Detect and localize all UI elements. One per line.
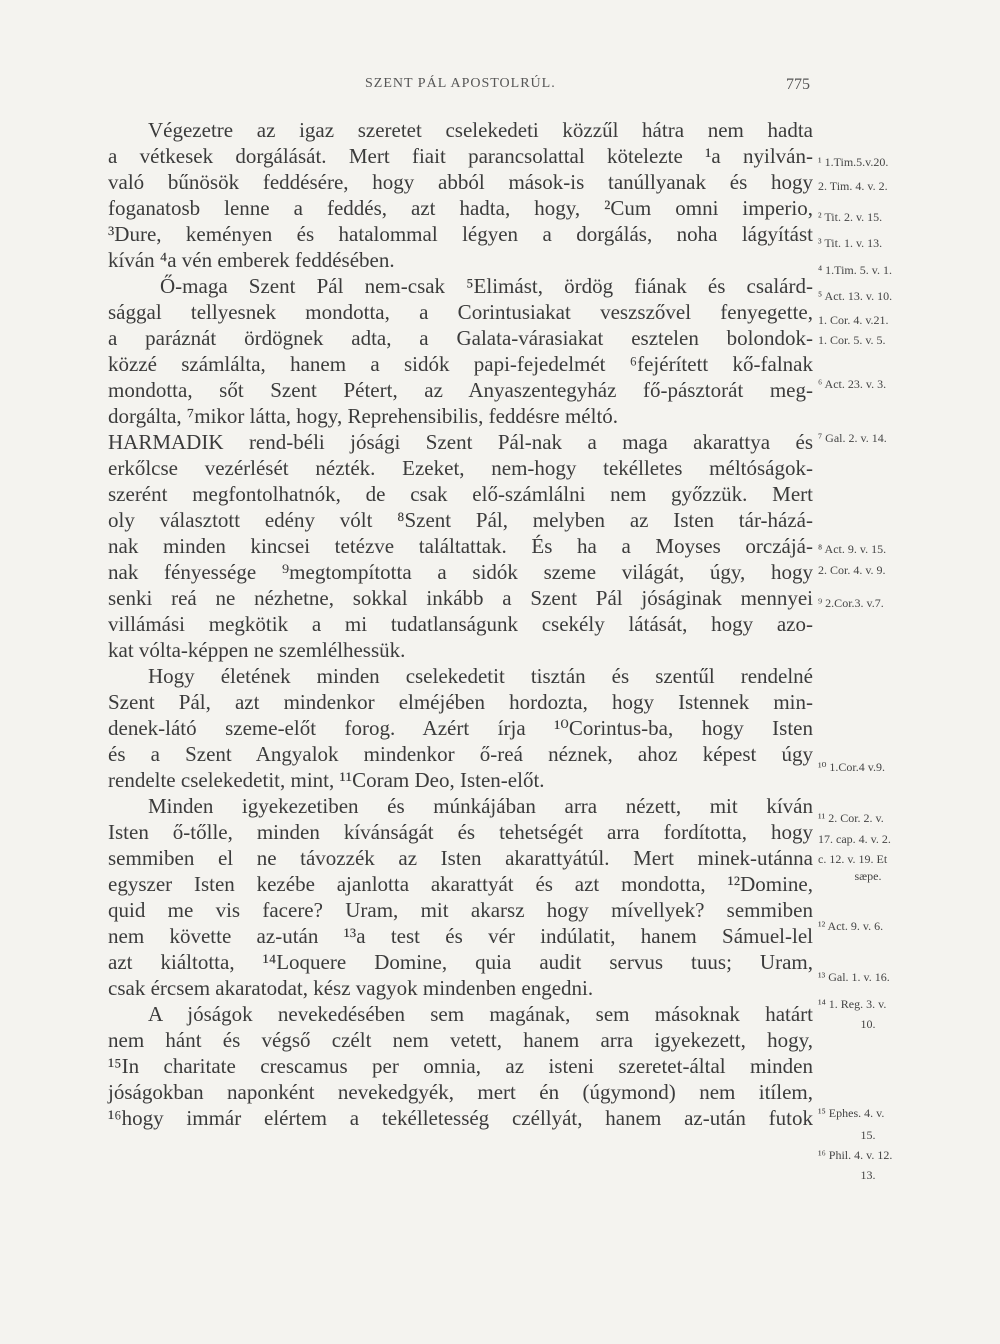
text-line: a vétkesek dorgálását. Mert fiait parancsolattal kötelezte ¹a nyilván- bbox=[108, 144, 813, 168]
margin-note: 17. cap. 4. v. 2. bbox=[818, 832, 891, 846]
text-line: semmiben el ne távozzék az Isten akarattyátúl. Mert minek-utánna bbox=[108, 846, 813, 870]
margin-note: ² Tit. 2. v. 15. bbox=[818, 210, 883, 224]
margin-note: ⁸ Act. 9. v. 15. bbox=[818, 542, 887, 556]
text-line: Hogy életének minden cselekedetit tisztán és szentűl rendelné bbox=[148, 664, 813, 688]
margin-note: 10. bbox=[860, 1017, 876, 1031]
text-line: foganatosb lenne a feddés, azt hadta, hogy, ²Cum omni imperio, bbox=[108, 196, 813, 220]
text-line: nem követte az-után ¹³a test és vér indúlatit, hanem Sámuel-lel bbox=[108, 924, 813, 948]
text-line: nak minden kincsei tetézve találtattak. És ha a Moyses orczájá- bbox=[108, 534, 813, 558]
text-line: oly választott edény vólt ⁸Szent Pál, melyben az Isten tár-házá- bbox=[108, 508, 813, 532]
text-line: való bűnösök feddésére, hogy abból mások-is tanúllyanak és hogy bbox=[108, 170, 813, 194]
text-line: ³Dure, keményen és hatalommal légyen a dorgálás, noha lágyítást bbox=[108, 222, 813, 246]
margin-note: ⁶ Act. 23. v. 3. bbox=[818, 377, 887, 391]
text-line: quid me vis facere? Uram, mit akarsz hogy mívellyek? semmiben bbox=[108, 898, 813, 922]
text-line: Végezetre az igaz szeretet cselekedeti közzűl hátra nem hadta bbox=[148, 118, 813, 142]
text-line: a paráznát ördögnek adta, a Galata-várasiakat esztelen bolondok- bbox=[108, 326, 813, 350]
text-line: és a Szent Angyalok mindenkor ő-reá néznek, ahoz képest úgy bbox=[108, 742, 813, 766]
text-line: egyszer Isten kezébe ajanlotta akarattyát és azt mondotta, ¹²Domine, bbox=[108, 872, 813, 896]
margin-note: 13. bbox=[860, 1168, 876, 1182]
text-line: rendelte cselekedetit, mint, ¹¹Coram Deo, Isten-előt. bbox=[108, 768, 545, 792]
margin-note: 1. Cor. 4. v.21. bbox=[818, 313, 889, 327]
text-line: denek-látó szeme-előt forog. Azért írja ¹⁰Corintus-ba, hogy Isten bbox=[108, 716, 813, 740]
text-line: Minden igyekezetiben és múnkájában arra nézett, mit kíván bbox=[148, 794, 813, 818]
margin-note: c. 12. v. 19. Et bbox=[818, 852, 888, 866]
text-line: villámási megkötik a mi tudatlanságunk csekély látását, hogy azo- bbox=[108, 612, 813, 636]
text-line: HARMADIK rend-béli jósági Szent Pál-nak a maga akarattya és bbox=[108, 430, 813, 454]
text-line: ¹⁶hogy immár elértem a tekélletesség czéllyát, hanem az-után futok bbox=[108, 1106, 813, 1130]
margin-note: ¹ 1.Tim.5.v.20. bbox=[818, 155, 889, 169]
text-line: kat vólta-képpen ne szemlélhessük. bbox=[108, 638, 406, 662]
text-line: Isten ő-tőlle, minden kívánságát és tehetségét arra fordította, hogy bbox=[108, 820, 813, 844]
text-line: senki reá ne nézhetne, sokkal inkább a Szent Pál jóságinak mennyei bbox=[108, 586, 813, 610]
margin-note: 2. Tim. 4. v. 2. bbox=[818, 179, 888, 193]
text-line: sággal tellyesnek mondotta, a Corintusiakat veszszővel fenyegette, bbox=[108, 300, 813, 324]
text-line: A jóságok nevekedésében sem magának, sem másoknak határt bbox=[148, 1002, 813, 1026]
margin-note: 1. Cor. 5. v. 5. bbox=[818, 333, 886, 347]
text-line: kíván ⁴a vén emberek feddésében. bbox=[108, 248, 395, 272]
margin-note: ⁹ 2.Cor.3. v.7. bbox=[818, 596, 884, 610]
margin-note: ¹¹ 2. Cor. 2. v. bbox=[818, 811, 884, 825]
text-line: Ő-maga Szent Pál nem-csak ⁵Elimást, ördög fiának és csalárd- bbox=[160, 274, 813, 298]
margin-note: ¹³ Gal. 1. v. 16. bbox=[818, 970, 890, 984]
text-line: dorgálta, ⁷mikor látta, hogy, Reprehensibilis, feddésre méltó. bbox=[108, 404, 619, 428]
margin-note: ¹⁴ 1. Reg. 3. v. bbox=[818, 997, 887, 1011]
running-head: SZENT PÁL APOSTOLRÚL. bbox=[365, 76, 556, 91]
text-line: azt kiáltotta, ¹⁴Loquere Domine, quia audit servus tuus; Uram, bbox=[108, 950, 813, 974]
margin-note: sæpe. bbox=[854, 869, 882, 883]
margin-note: ³ Tit. 1. v. 13. bbox=[818, 236, 883, 250]
margin-note: ⁴ 1.Tim. 5. v. 1. bbox=[818, 263, 892, 277]
text-line: szerént megfontolhatnók, de csak elő-számlálni nem győzzük. Mert bbox=[108, 482, 813, 506]
margin-note: ¹⁰ 1.Cor.4 v.9. bbox=[818, 760, 885, 774]
text-line: erkőlcse vezérlését nézték. Ezeket, nem-hogy tekélletes méltóságok- bbox=[108, 456, 813, 480]
margin-note: 2. Cor. 4. v. 9. bbox=[818, 563, 886, 577]
margin-note: ⁷ Gal. 2. v. 14. bbox=[818, 431, 887, 445]
text-line: csak ércsem akaratodat, kész vagyok mindenben engedni. bbox=[108, 976, 594, 1000]
text-line: nem hánt és végső czélt nem vetett, hanem arra igyekezett, hogy, bbox=[108, 1028, 813, 1052]
page-number: 775 bbox=[786, 76, 810, 93]
margin-note: ¹⁵ Ephes. 4. v. bbox=[818, 1106, 885, 1120]
text-line: Szent Pál, azt mindenkor elméjében hordozta, hogy Istennek min- bbox=[108, 690, 813, 714]
text-line: ¹⁵In charitate crescamus per omnia, az isteni szeretet-által minden bbox=[108, 1054, 813, 1078]
margin-note: ⁵ Act. 13. v. 10. bbox=[818, 289, 893, 303]
margin-note: ¹⁶ Phil. 4. v. 12. bbox=[818, 1148, 893, 1162]
text-line: nak fényessége ⁹megtompította a sidók szeme világát, úgy, hogy bbox=[108, 560, 813, 584]
text-line: közzé számlálta, hanem a sidók papi-fejedelmét ⁶fejérített kő-falnak bbox=[108, 352, 813, 376]
margin-note: ¹² Act. 9. v. 6. bbox=[818, 919, 884, 933]
text-line: mondotta, sőt Szent Pétert, az Anyaszentegyház fő-pásztorát meg- bbox=[108, 378, 813, 402]
text-line: jóságokban naponként nevekedgyék, mert én (úgymond) nem itílem, bbox=[108, 1080, 813, 1104]
margin-note: 15. bbox=[860, 1128, 876, 1142]
